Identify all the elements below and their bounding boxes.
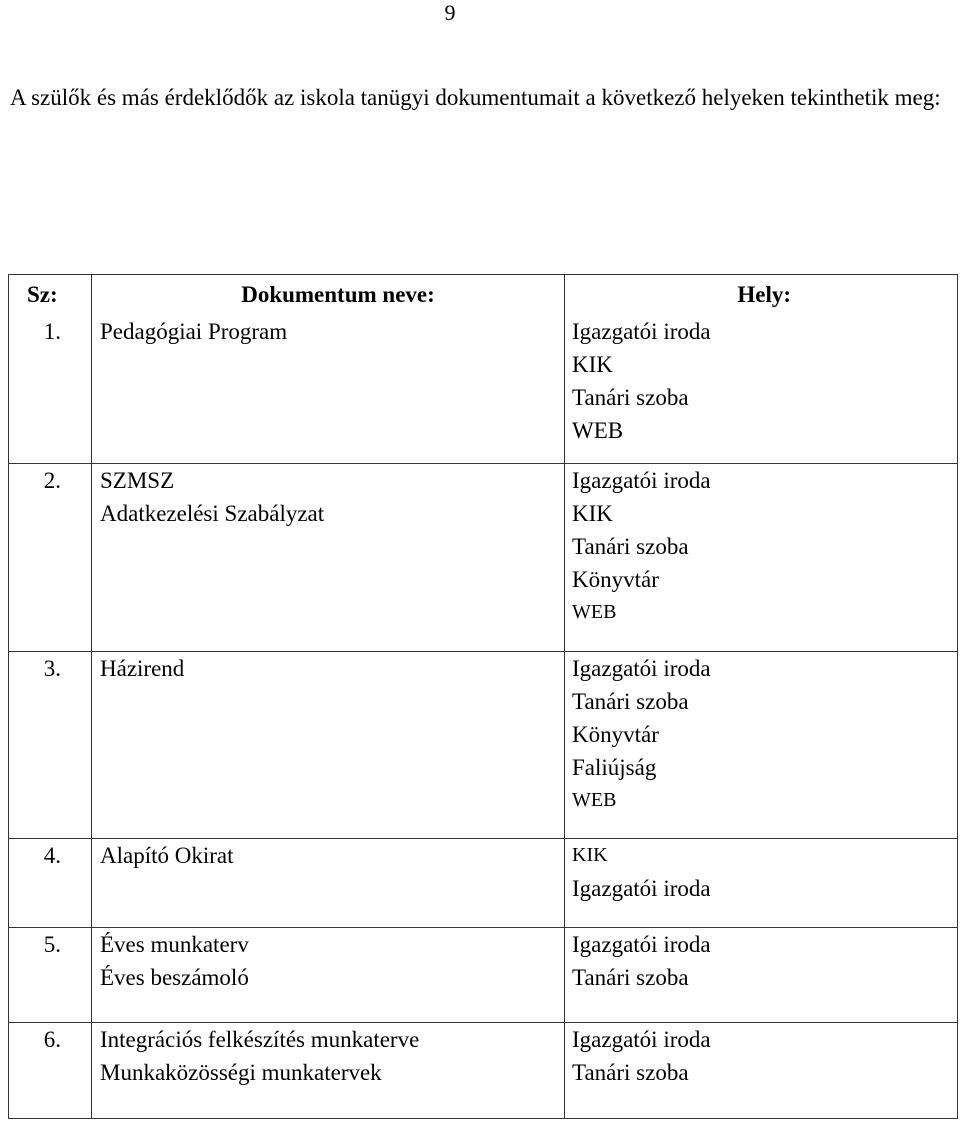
document-name: SZMSZ Adatkezelési Szabályzat (92, 464, 565, 652)
row-number: 6. (9, 1023, 92, 1119)
row-number: 1. (9, 315, 92, 464)
page-number: 9 (444, 0, 456, 25)
row-number: 3. (9, 652, 92, 839)
document-name: Alapító Okirat (92, 839, 565, 928)
document-places: Igazgatói iroda Tanári szoba (565, 928, 958, 1023)
table-row (9, 652, 958, 839)
row-number: 4. (9, 839, 92, 928)
row-number: 2. (9, 464, 92, 652)
document-places: Igazgatói iroda Tanári szoba (565, 1023, 958, 1119)
document-places: Igazgatói iroda Tanári szoba Könyvtár Faliújság WEB (565, 652, 958, 839)
header-number: Sz: (9, 275, 92, 316)
table-row (9, 839, 958, 928)
table-header-row (9, 275, 958, 316)
row-number: 5. (9, 928, 92, 1023)
header-place: Hely: (565, 275, 958, 316)
document-name: Éves munkaterv Éves beszámoló (92, 928, 565, 1023)
table-row (9, 315, 958, 464)
document-places: Igazgatói iroda KIK Tanári szoba WEB (565, 315, 958, 464)
header-document-name: Dokumentum neve: (92, 275, 565, 316)
document-name: Integrációs felkészítés munkaterve Munkaközösségi munkatervek (92, 1023, 565, 1119)
table-row (9, 1023, 958, 1119)
document-name: Pedagógiai Program (92, 315, 565, 464)
table-row (9, 928, 958, 1023)
document-places: KIK Igazgatói iroda (565, 839, 958, 928)
table-row (9, 464, 958, 652)
intro-paragraph: A szülők és más érdeklődők az iskola tanügyi dokumentumait a következő helyeken tekinthetik meg: (10, 85, 941, 110)
document-places: Igazgatói iroda KIK Tanári szoba Könyvtár WEB (565, 464, 958, 652)
document-name: Házirend (92, 652, 565, 839)
documents-table (8, 274, 958, 1119)
